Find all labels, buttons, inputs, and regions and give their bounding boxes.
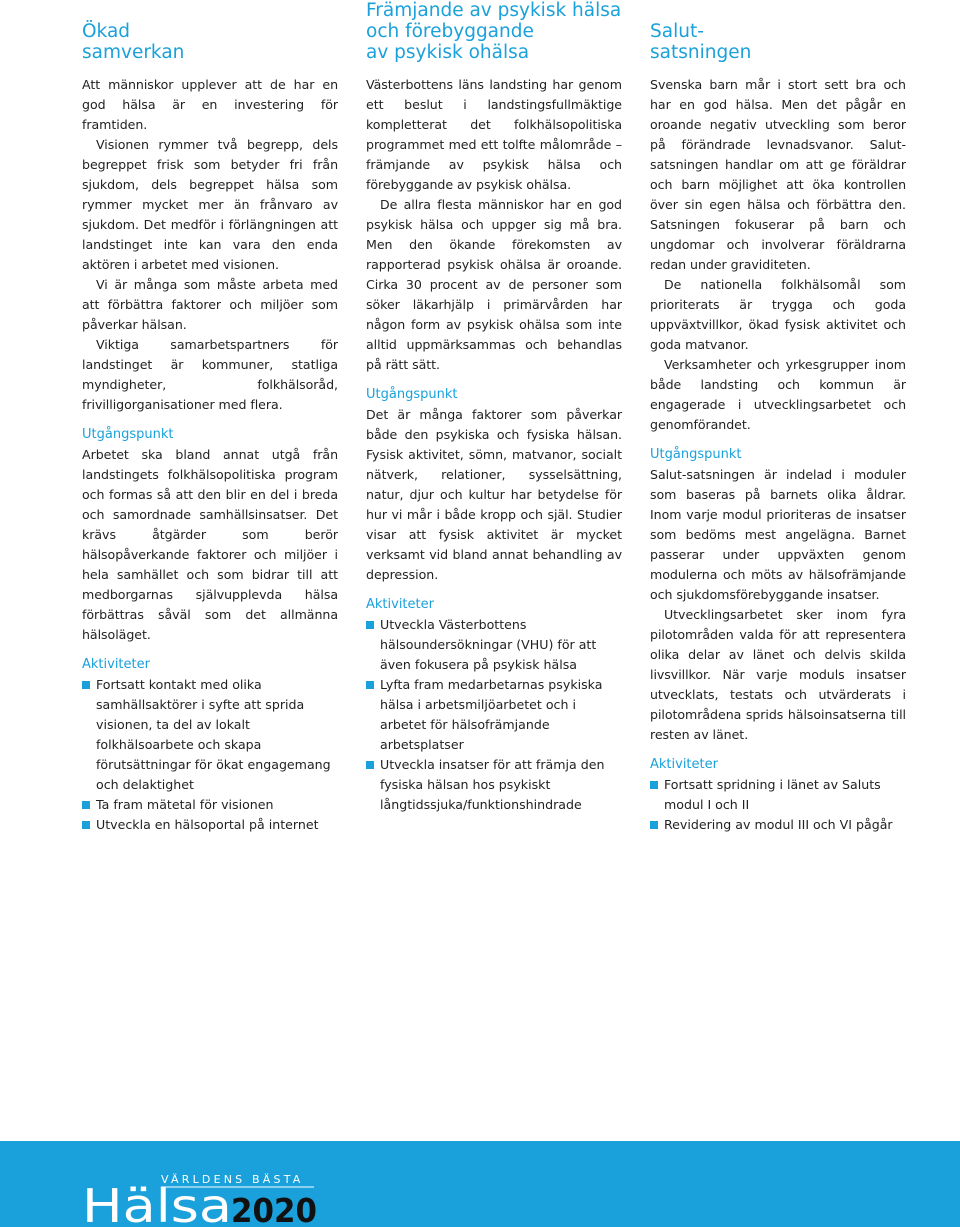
column-title: Främjande av psykisk hälsa och förebyggande av psykisk ohälsa	[366, 0, 622, 63]
square-bullet-icon	[650, 821, 658, 829]
list-item: Fortsatt spridning i länet av Saluts modul I och II	[650, 775, 906, 815]
column-title: Ökad samverkan	[82, 21, 185, 63]
list-item: Ta fram mätetal för visionen	[82, 795, 338, 815]
section-heading: Aktiviteter	[82, 657, 150, 672]
list-item: Fortsatt kontakt med olika samhällsaktörer i syfte att sprida visionen, ta del av lokalt folkhälsoarbete och skapa förutsättningar för ökat engagemang och delaktighet	[82, 675, 338, 795]
logo-year: 2020	[231, 1191, 317, 1224]
paragraph: De nationella folkhälsomål som prioriterats är trygga och goda uppväxtvillkor, ökad fysisk aktivitet och goda matvanor.	[650, 277, 906, 352]
paragraph: Utvecklingsarbetet sker inom fyra pilotområden valda för att representera olika delar av länet och delvis skilda livsvillkor. När varje moduls insatser utvecklats, testats och utvärderats i pilotområdena sprids hälsoinsatserna till resten av länet.	[650, 607, 906, 742]
square-bullet-icon	[366, 681, 374, 689]
logo-tagline: VÄRLDENS BÄSTA	[161, 1173, 304, 1186]
square-bullet-icon	[650, 781, 658, 789]
section-heading: Aktiviteter	[366, 597, 434, 612]
paragraph: Viktiga samarbetspartners för landstinget är kommuner, statliga myndigheter, folkhälsoråd, frivilligorganisationer med flera.	[82, 337, 338, 412]
section-heading: Aktiviteter	[650, 757, 718, 772]
activities-list	[366, 615, 622, 815]
activities-list	[82, 675, 338, 835]
column-title: Salut- satsningen	[650, 21, 752, 63]
column-body	[650, 75, 906, 835]
column-body	[82, 75, 338, 835]
square-bullet-icon	[366, 761, 374, 769]
halsa-2020-logo	[82, 1166, 322, 1224]
paragraph: Arbetet ska bland annat utgå från landstingets folkhälsopolitiska program och formas så att den blir en del i breda och samordnade samhällsinsatser. Det krävs åtgärder som berör hälsopåverkande faktorer och miljöer i hela samhället och som bidrar till att medborgarnas självupplevda hälsa förbättras såväl som det allmänna hälsoläget.	[82, 447, 338, 642]
list-item: Revidering av modul III och VI pågår	[650, 815, 906, 835]
list-item: Utveckla insatser för att främja den fysiska hälsan hos psykiskt långtidssjuka/funktionshindrade	[366, 755, 622, 815]
column-body	[366, 75, 622, 815]
section-heading: Utgångspunkt	[650, 447, 742, 462]
list-item: Utveckla Västerbottens hälsoundersökningar (VHU) för att även fokusera på psykisk hälsa	[366, 615, 622, 675]
list-item: Utveckla en hälsoportal på internet	[82, 815, 338, 835]
section-heading: Utgångspunkt	[82, 427, 174, 442]
paragraph: Det är många faktorer som påverkar både den psykiska och fysiska hälsan. Fysisk aktivitet, sömn, matvanor, socialt nätverk, relationer, sysselsättning, natur, djur och kultur har betydelse för hur vi mår i både kropp och själ. Studier visar att fysisk aktivitet är mycket verksamt vid bland annat behandling av depression.	[366, 407, 622, 582]
section-heading: Utgångspunkt	[366, 387, 458, 402]
square-bullet-icon	[366, 621, 374, 629]
paragraph: De allra flesta människor har en god psykisk hälsa och uppger sig må bra. Men den ökande förekomsten av rapporterad psykisk ohälsa är oroande. Cirka 30 procent av de personer som söker läkarhjälp i primärvården har någon form av psykisk ohälsa som inte alltid uppmärksammas och behandlas på rätt sätt.	[366, 197, 622, 372]
paragraph: Vi är många som måste arbeta med att förbättra faktorer och miljöer som påverkar hälsan.	[82, 277, 338, 332]
paragraph: Att människor upplever att de har en god hälsa är en investering för framtiden.	[82, 77, 338, 132]
paragraph: Salut-satsningen är indelad i moduler som baseras på barnets olika åldrar. Inom varje modul prioriteras de insatser som bedöms mest angelägna. Barnet passerar under uppväxten genom modulerna och möts av hälsofrämjande och sjukdomsförebyggande insatser.	[650, 467, 906, 602]
paragraph: Svenska barn mår i stort sett bra och har en god hälsa. Men det pågår en oroande negativ utveckling som beror på förändrade levnadsvanor. Salut-satsningen handlar om att ge föräldrar och barn möjlighet att öka kontrollen över sin egen hälsa och förbättra den. Satsningen fokuserar på barn och ungdomar och involverar föräldrarna redan under graviditeten.	[650, 77, 906, 272]
paragraph: Visionen rymmer två begrepp, dels begreppet frisk som betyder fri från sjukdom, dels begreppet hälsa som rymmer mycket mer än frånvaro av sjukdom. Det medför i förlängningen att landstinget inte kan vara den enda aktören i arbetet med visionen.	[82, 137, 338, 272]
list-item: Lyfta fram medarbetarnas psykiska hälsa i arbetsmiljöarbetet och i arbetet för hälsofrämjande arbetsplatser	[366, 675, 622, 755]
square-bullet-icon	[82, 801, 90, 809]
square-bullet-icon	[82, 821, 90, 829]
logo-word: Hälsa	[82, 1179, 232, 1224]
square-bullet-icon	[82, 681, 90, 689]
paragraph: Västerbottens läns landsting har genom ett beslut i landstingsfullmäktige kompletterat det folkhälsopolitiska programmet med ett tolfte målområde – främjande av psykisk hälsa och förebyggande av psykisk ohälsa.	[366, 77, 622, 192]
activities-list	[650, 775, 906, 835]
paragraph: Verksamheter och yrkesgrupper inom både landsting och kommun är engagerade i utvecklingsarbetet och genomförandet.	[650, 357, 906, 432]
